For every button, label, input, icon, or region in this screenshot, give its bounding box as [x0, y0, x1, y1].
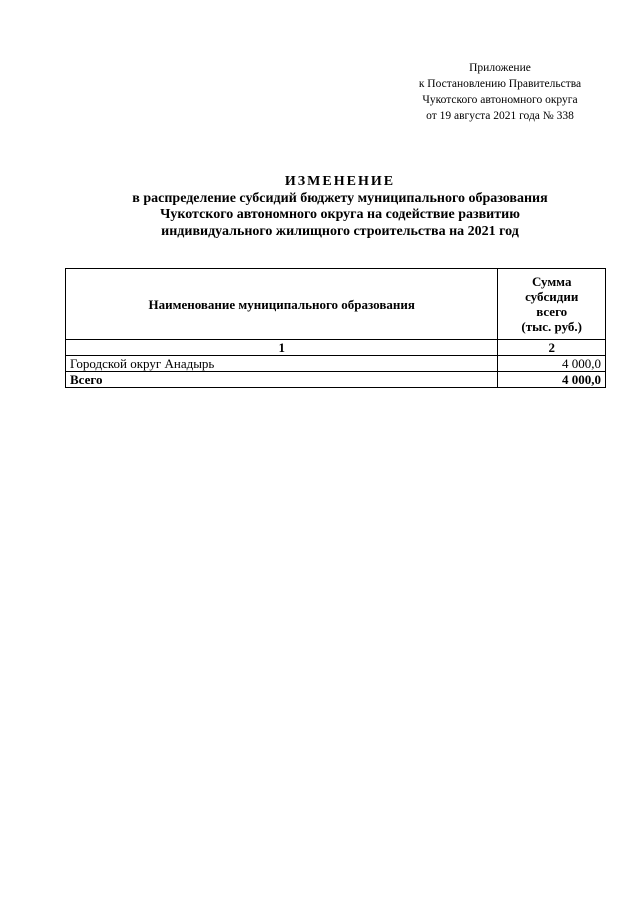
total-row: [66, 372, 606, 388]
appendix-note: [400, 60, 600, 124]
subsidy-sum: 4 000,0: [498, 356, 606, 372]
header-sum: [498, 269, 606, 340]
appendix-line: Чукотского автономного округа: [422, 94, 578, 106]
subsidy-table: [65, 268, 606, 388]
table-row: [66, 356, 606, 372]
header-sum-line: субсидии: [525, 289, 579, 304]
title-line: индивидуального жилищного строительства на 2021 год: [161, 223, 519, 239]
appendix-line: от 19 августа 2021 года № 338: [426, 110, 574, 122]
column-number: 1: [66, 340, 498, 356]
document-title: [60, 174, 620, 240]
header-name: Наименование муниципального образования: [66, 269, 498, 340]
column-number: 2: [498, 340, 606, 356]
column-number-row: [66, 340, 606, 356]
title-line: Чукотского автономного округа на содействие развитию: [160, 207, 520, 222]
table-header-row: [66, 269, 606, 340]
title-line: в распределение субсидий бюджету муниципального образования: [132, 190, 548, 206]
total-sum: 4 000,0: [498, 372, 606, 388]
header-sum-line: Сумма: [531, 274, 572, 289]
appendix-line: к Постановлению Правительства: [418, 78, 582, 90]
total-label: Всего: [66, 372, 498, 388]
appendix-line: Приложение: [469, 62, 531, 74]
header-sum-line: (тыс. руб.): [521, 319, 582, 334]
municipality-name: Городской округ Анадырь: [66, 356, 498, 372]
title-heading: ИЗМЕНЕНИЕ: [284, 174, 396, 189]
header-sum-line: всего: [536, 304, 568, 319]
